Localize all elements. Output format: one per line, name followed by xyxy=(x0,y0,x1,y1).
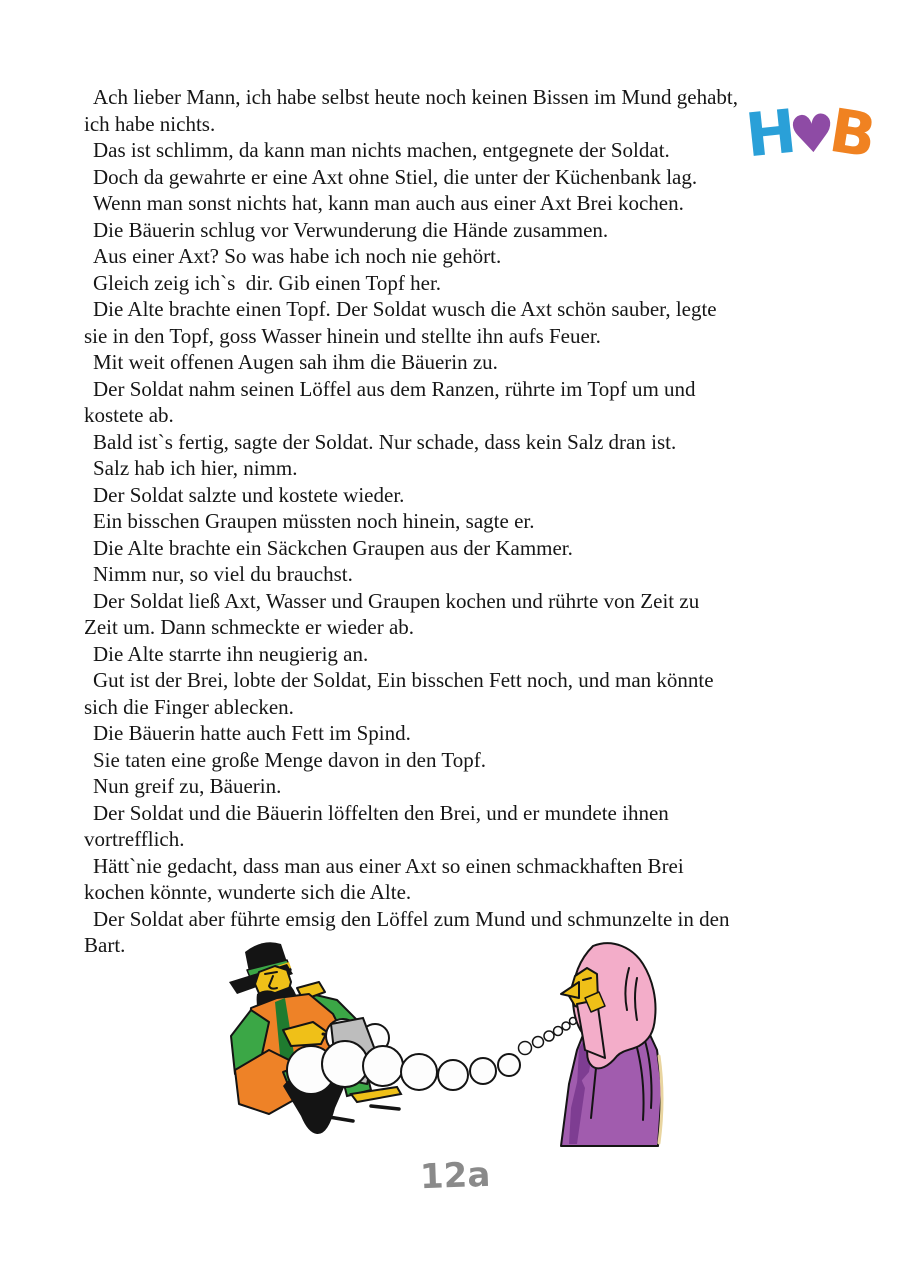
page-number: 12a xyxy=(419,1154,491,1198)
story-line: Der Soldat salzte und kostete wieder. xyxy=(93,482,405,507)
steam-wisp xyxy=(544,1031,554,1041)
ground-dash-1 xyxy=(371,1106,399,1109)
ground-dash-2 xyxy=(329,1117,353,1121)
story-line: Die Alte brachte einen Topf. Der Soldat wusch die Axt schön sauber, legte xyxy=(93,297,717,321)
steam-wisp xyxy=(519,1042,532,1055)
story-line: Das ist schlimm, da kann man nichts machen, entgegnete der Soldat. xyxy=(93,138,670,162)
story-line: Der Soldat ließ Axt, Wasser und Graupen kochen und rührte von Zeit zu xyxy=(93,588,700,613)
steam-puff xyxy=(322,1041,368,1087)
steam-wisp xyxy=(554,1027,563,1036)
steam-puff xyxy=(401,1054,437,1090)
illustration xyxy=(225,938,685,1163)
logo-letter-b: B xyxy=(824,95,881,173)
story-line: Aus einer Axt? So was habe ich noch nie gehört. xyxy=(93,244,502,268)
story-line: Sie taten eine große Menge davon in den Topf. xyxy=(93,747,486,772)
steam-puff xyxy=(363,1046,403,1086)
story-line: Wenn man sonst nichts hat, kann man auch aus einer Axt Brei kochen. xyxy=(93,191,684,215)
story-line: Hätt`nie gedacht, dass man aus einer Axt so einen schmackhaften Brei xyxy=(93,853,684,878)
woman-figure xyxy=(561,943,662,1146)
story-line: Der Soldat nahm seinen Löffel aus dem Ranzen, rührte im Topf um und xyxy=(93,376,696,401)
story-line: Die Alte starrte ihn neugierig an. xyxy=(93,641,369,666)
steam-wisp xyxy=(562,1022,570,1030)
story-line: Die Bäuerin hatte auch Fett im Spind. xyxy=(93,721,411,745)
story-line: Nimm nur, so viel du brauchst. xyxy=(93,562,353,586)
story-line: Die Alte brachte ein Säckchen Graupen aus der Kammer. xyxy=(93,535,573,560)
woman-nose xyxy=(561,982,579,998)
story-line: Ach lieber Mann, ich habe selbst heute noch keinen Bissen im Mund gehabt, xyxy=(93,85,739,109)
story-line: Mit weit offenen Augen sah ihm die Bäuerin zu. xyxy=(93,350,498,374)
story-line: Der Soldat aber führte emsig den Löffel zum Mund und schmunzelte in den xyxy=(93,906,730,931)
story-line: Gleich zeig ich`s dir. Gib einen Topf her. xyxy=(93,270,442,295)
story-line: Salz hab ich hier, nimm. xyxy=(93,456,298,480)
story-line: Ein bisschen Graupen müssten noch hinein, sagte er. xyxy=(93,509,535,533)
steam-puff xyxy=(498,1054,520,1076)
story-line: Die Bäuerin schlug vor Verwunderung die Hände zusammen. xyxy=(93,217,609,242)
steam-puff xyxy=(470,1058,496,1084)
story-line: Gut ist der Brei, lobte der Soldat, Ein bisschen Fett noch, und man könnte xyxy=(93,668,714,692)
story-line: kochen könnte, wunderte sich die Alte. xyxy=(84,880,412,904)
story-line: Bart. xyxy=(84,933,126,957)
story-line: Zeit um. Dann schmeckte er wieder ab. xyxy=(84,615,415,639)
story-line: Bald ist`s fertig, sagte der Soldat. Nur schade, dass kein Salz dran ist. xyxy=(93,429,677,454)
story-line: sie in den Topf, goss Wasser hinein und stellte ihn aufs Feuer. xyxy=(84,323,601,348)
story-line: vortrefflich. xyxy=(84,827,185,851)
logo-letter-heart: ♥ xyxy=(787,103,838,167)
story-line: ich habe nichts. xyxy=(84,111,216,136)
logo xyxy=(742,95,881,173)
story-line: Nun greif zu, Bäuerin. xyxy=(93,774,282,798)
story-line: kostete ab. xyxy=(84,403,174,427)
steam-wisp xyxy=(533,1037,544,1048)
steam-puff xyxy=(438,1060,468,1090)
story-line: Doch da gewahrte er eine Axt ohne Stiel, die unter der Küchenbank lag. xyxy=(93,164,698,189)
story-line: sich die Finger ablecken. xyxy=(84,694,294,719)
story-text xyxy=(84,84,880,959)
logo-letter-h: H xyxy=(742,96,800,172)
story-line: Der Soldat und die Bäuerin löffelten den Brei, und er mundete ihnen xyxy=(93,800,669,825)
